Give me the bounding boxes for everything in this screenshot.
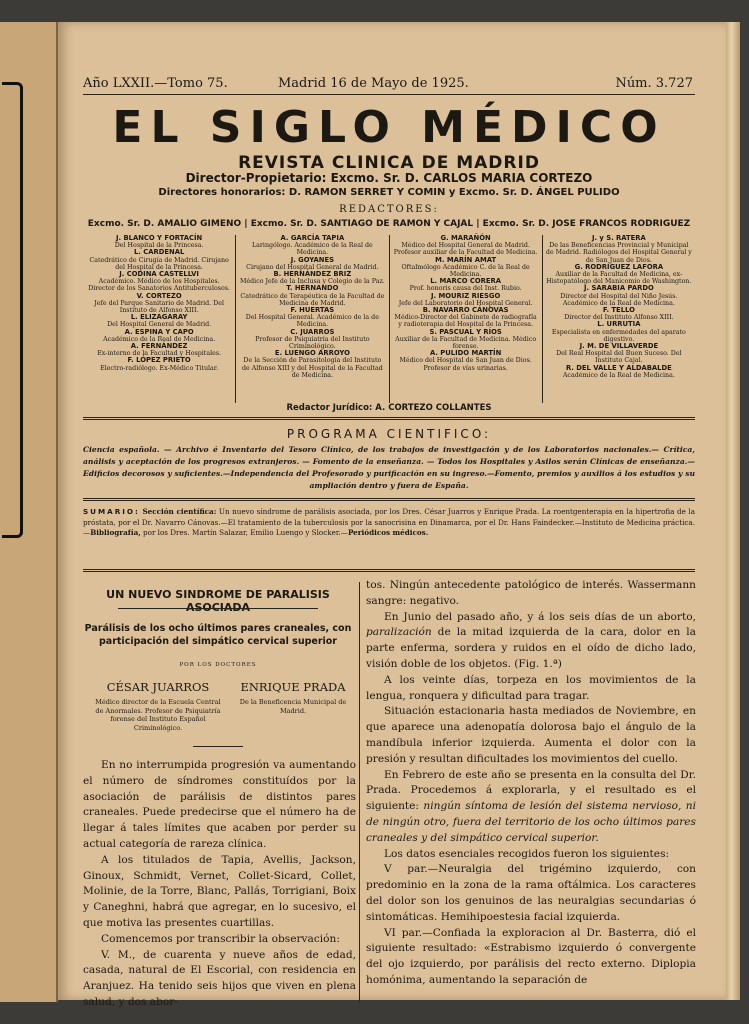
masthead-subtitle: REVISTA CLINICA DE MADRID xyxy=(238,153,540,173)
editor-description: De las Beneficencias Provincial y Municipal de Madrid. Radiólogos del Hospital General y de San Juan de Dios. xyxy=(545,242,692,264)
editors-column xyxy=(83,235,235,403)
editor-name: F. TELLO xyxy=(602,306,635,315)
editor-name: E. LUENGO ARROYO xyxy=(274,349,350,358)
author-affiliation: Médico director de la Escuela Central de Anormales. Profesor de Psiquiatría forense del Instituto Español Criminológico. xyxy=(95,698,221,732)
editor-description: Profesor de Psiquiatría del Instituto Criminológico. xyxy=(255,335,370,351)
editor-name: L. ELIZAGARAY xyxy=(130,313,188,322)
editor-name: S. PASCUAL Y RÍOS xyxy=(429,327,502,336)
column-separator xyxy=(359,582,360,1002)
editor-description: Del Hospital de la Princesa. xyxy=(114,242,204,250)
sumario-text: Un nuevo síndrome de parálisis asociada, por los Dres. César Juarros y Enrique Prada. La roentgenterapia en la hipertrofia de la próstata, por el Dr. Navarro Cánovas.—El tratamiento de la tuberculosis por la sanocrisina en Dinamarca, por el Dr. Hans Faindecker.—Instituto de Medicina práctica.— xyxy=(83,507,695,537)
issue-number: Núm. 3.727 xyxy=(615,76,693,91)
editor-description: Jefe del Parque Sanitario de Madrid. Del Instituto de Alfonso XIII. xyxy=(94,299,224,315)
paragraph: tos. Ningún antecedente patológico de interés. Wassermann sangre: negativo. xyxy=(366,579,696,607)
paragraph: En Febrero de este año se presenta en la consulta del Dr. Prada. Procedemos á explorarla, y el resultado es el siguiente: ningún síntoma de lesión del sistema nervioso, ni de ningún otro, fuera del territorio de los ocho últimos pares craneales y del simpático cervical superior. xyxy=(366,768,696,844)
programa-text: Ciencia española. — Archivo é Inventario del Tesoro Clínico, de los trabajos de investigación y de los Laboratorios nacionales.— Crítica, análisis y aceptación de los progresos extranjeros. — Fomento de la enseñanza. — Todos los Hospitales y Asilos serán Clínicas de enseñanza.—Edificios decorosos y suficientes.—Independencia del Profesorado y purificación en su ingreso.—Fomento, premios y auxilios á los estudios y su ampliación dentro y fuera de España. xyxy=(83,445,695,490)
editor-description: Laringólogo. Académico de la Real de Medicina. xyxy=(251,242,373,257)
editor-description: Académico de la Real de Medicina. xyxy=(103,335,216,343)
editor-name: J. MOURIZ RIESGO xyxy=(430,291,501,300)
editor-description: Director del Hospital del Niño Jesús. Académico de la Real de Medicina. xyxy=(560,292,678,307)
editor-description: Prof. honoris causa del Inst. Rubio. xyxy=(409,285,522,293)
by-doctors: POR LOS DOCTORES xyxy=(179,662,257,668)
editor-description: Del Real Hospital del Buen Suceso. Del Instituto Cajal. xyxy=(556,350,682,365)
editor-name: C. JUARROS xyxy=(290,327,335,336)
editor-name: G. RODRÍGUEZ LAFORA xyxy=(574,262,664,271)
editor-name: J. CODINA CASTELLVI xyxy=(119,270,199,279)
paragraph: VI par.—Confiada la exploracion al Dr. Basterra, dió el siguiente resultado: «Estrabismo izquierdo ó convergente del ojo izquierdo, por parálisis del recto externo. Diplopia homónima, aumentando la separación de xyxy=(366,926,696,986)
redactores-label: REDACTORES: xyxy=(339,204,439,215)
editor-name: R. DEL VALLE Y ALDABALDE xyxy=(565,363,672,372)
paragraph: En no interrumpida progresión va aumentando el número de síndromes constituídos por la asociación de parálisis de distintos pares craneales. Puede predecirse que el número ha de llegar á tales límites que acaben por perder su actual categoría de rareza clínica. xyxy=(83,759,356,850)
honorary-directors: Directores honorarios: D. RAMON SERRET Y COMIN y Excmo. Sr. D. ÁNGEL PULIDO xyxy=(158,187,620,198)
editor-description: Cirujano del Hospital General de Madrid. xyxy=(246,263,379,271)
editor-description: Médico-Director del Gabinete de radiografía y radioterapia del Hospital de la Princesa. xyxy=(394,314,537,329)
sumario-lead: Sección científica: xyxy=(142,507,217,516)
editor-name: V. CORTEZO xyxy=(136,291,182,300)
editor-description: Especialista en enfermedades del aparato digestivo. xyxy=(551,328,686,343)
section-rule xyxy=(83,498,695,501)
sumario-text2: por los Dres. Martín Salazar, Emilio Luengo y Slocker.— xyxy=(143,528,348,537)
editor-name: B. HERNÁNDEZ BRIZ xyxy=(273,270,352,279)
editor-description: De la Sección de Parasitología del Instituto de Alfonso XIII y del Hospital de la Facultad de Medicina. xyxy=(241,357,383,379)
editor-description: Catedrático de Terapéutica de la Facultad de Medicina de Madrid. xyxy=(240,292,385,307)
editor-name: F. LÓPEZ PRIETO xyxy=(127,356,191,365)
editor-name: T. HERNANDO xyxy=(286,284,339,293)
director-line: Director-Propietario: Excmo. Sr. D. CARLOS MARIA CORTEZO xyxy=(185,171,593,185)
editor-description: Académico. Médico de los Hospitales. Director de los Sanatorios Antituberculosos. xyxy=(88,278,231,293)
programa-title: PROGRAMA CIENTIFICO: xyxy=(286,427,492,441)
paragraph: En Junio del pasado año, y á los seis días de un aborto, paralización de la mitad izquierda de la cara, dolor en la parte enferma, sordera y ruidos en el oído de dicho lado, visión doble de los objetos. (Fig. 1.ª) xyxy=(366,610,696,670)
legal-editor: Redactor Jurídico: A. CORTEZO COLLANTES xyxy=(286,403,492,413)
editor-description: Catedrático de Cirugía de Madrid. Cirujano del Hospital de la Princesa. xyxy=(89,256,229,271)
editor-description: Académico de la Real de Medicina. xyxy=(562,371,675,379)
editor-name: A. FERNÁNDEZ xyxy=(130,342,188,351)
editor-name: B. NAVARRO CÁNOVAS xyxy=(422,306,509,315)
editor-description: Médico Jefe de la Inclusa y Colegio de la Paz. xyxy=(239,278,385,286)
author-prada xyxy=(238,680,348,715)
sumario-label: SUMARIO: xyxy=(83,507,140,516)
editor-description: Ex-interno de la Facultad y Hospitales. xyxy=(97,350,222,358)
editor-name: A. GARCÍA TAPIA xyxy=(280,234,345,242)
senior-editors: Excmo. Sr. D. AMALIO GIMENO | Excmo. Sr. D. SANTIAGO DE RAMON Y CAJAL | Excmo. Sr. D. JOSE FRANCOS RODRIGUEZ xyxy=(87,219,691,229)
author-juarros xyxy=(93,680,223,732)
editor-name: L. MARCO CORERA xyxy=(430,277,502,286)
editor-description: Auxiliar de la Facultad de Medicina. Médico forense. xyxy=(395,335,537,351)
paragraph: Los datos esenciales recogidos fueron los siguientes: xyxy=(384,847,670,860)
editors-column xyxy=(235,235,388,403)
editor-description: Electro-radiólogo. Ex-Médico Titular. xyxy=(100,364,219,372)
section-rule xyxy=(83,569,695,572)
issue-date: Madrid 16 de Mayo de 1925. xyxy=(278,76,469,91)
editor-name: J. BLANCO Y FORTACÍN xyxy=(115,234,203,242)
editor-name: A. PULIDO MARTÍN xyxy=(429,349,502,358)
author-name: CÉSAR JUARROS xyxy=(106,680,210,694)
article-body-right xyxy=(366,578,696,989)
editor-name: J. M. DE VILLAVERDE xyxy=(579,342,659,351)
editor-description: Del Hospital General de Madrid. xyxy=(107,321,212,329)
paragraph: V. M., de cuarenta y nueve años de edad, casada, natural de El Escorial, con residencia en Aranjuez. Ha tenido seis hijos que viven en plena salud, y dos abor- xyxy=(83,948,356,1008)
editors-columns xyxy=(83,235,695,403)
editor-name: J. GOYANES xyxy=(290,255,335,264)
volume-info: Año LXXII.—Tomo 75. xyxy=(83,76,228,91)
editor-description: Jefe del Laboratorio del Hospital General. xyxy=(398,299,533,307)
editor-name: L. CARDENAL xyxy=(133,248,185,257)
editor-name: A. ESPINA Y CAPO xyxy=(124,327,194,336)
left-page-edge xyxy=(0,22,58,1002)
editor-name: F. HUERTAS xyxy=(290,306,335,315)
editors-column xyxy=(389,235,542,403)
paragraph: Situación estacionaria hasta mediados de Noviembre, en que aparece una adenopatía dolorosa bajo el ángulo de la mandíbula inferior izquierda. Aumenta el dolor con la presión y resultan dificultades los movimientos del cuello. xyxy=(366,705,696,765)
page-stack-edge xyxy=(726,22,740,1000)
editor-name: J. SARABIA PARDO xyxy=(584,284,654,293)
binding-bracket xyxy=(2,82,23,538)
article-title: UN NUEVO SINDROME DE PARALISIS ASOCIADA xyxy=(106,588,330,614)
editor-name: M. MARÍN AMAT xyxy=(435,255,497,264)
editor-name: J. y S. RATERA xyxy=(591,234,646,242)
header-rule xyxy=(83,94,695,95)
paragraph: Comencemos por transcribir la observación: xyxy=(101,932,340,945)
title-rule xyxy=(118,608,318,609)
author-name: ENRIQUE PRADA xyxy=(240,680,346,694)
section-rule xyxy=(83,417,695,420)
paragraph: A los titulados de Tapia, Avellis, Jackson, Ginoux, Schmidt, Vernet, Collet-Sicard, Collet, Molinie, de la Torre, Blanc, Pallás, Torrigiani, Boix y Caneghni, habrá que agregar, en lo sucesivo, el que motiva las presentes cuartillas. xyxy=(83,853,356,929)
article-subtitle: Parálisis de los ocho últimos pares craneales, con participación del simpático cervical superior xyxy=(84,623,352,647)
editor-description: Director del Instituto Alfonso XIII. xyxy=(564,314,674,322)
editors-column xyxy=(542,235,695,403)
sumario-tail: Periódicos médicos. xyxy=(347,528,429,537)
masthead-title: EL SIGLO MÉDICO xyxy=(112,102,666,153)
editor-name: G. MARAÑÓN xyxy=(440,234,491,242)
editor-description: Del Hospital General. Académico de la de Medicina. xyxy=(245,314,379,329)
editor-description: Médico del Hospital de San Juan de Dios. Profesor de vías urinarias. xyxy=(399,357,532,372)
editor-description: Oftalmólogo Académico C. de la Real de Medicina. xyxy=(401,263,530,279)
paragraph: V par.—Neuralgia del trigémino izquierdo, con predominio en la zona de la rama oftálmica. Los caracteres del dolor son los genuinos de las neuralgias secundarias ó sintomáticas. Hemihipoestesia facial izquierda. xyxy=(366,863,696,923)
author-affiliation: De la Beneficencia Municipal de Madrid. xyxy=(239,698,347,715)
author-rule xyxy=(193,746,243,747)
article-body-left xyxy=(83,758,356,1011)
editor-description: Médico del Hospital General de Madrid. Profesor auxiliar de la Facultad de Medicina. xyxy=(393,242,538,257)
sumario-biblio: Bibliografía, xyxy=(90,528,141,537)
newspaper-page xyxy=(58,22,726,1008)
paragraph: A los veinte días, torpeza en los movimientos de la lengua, ronquera y dificultad para tragar. xyxy=(366,673,696,702)
editor-name: L. URRUTIA xyxy=(597,320,641,329)
sumario xyxy=(83,507,695,539)
editor-description: Auxiliar de la Facultad de Medicina, ex-Histopatólogo del Manicomio de Washington. xyxy=(546,271,692,286)
